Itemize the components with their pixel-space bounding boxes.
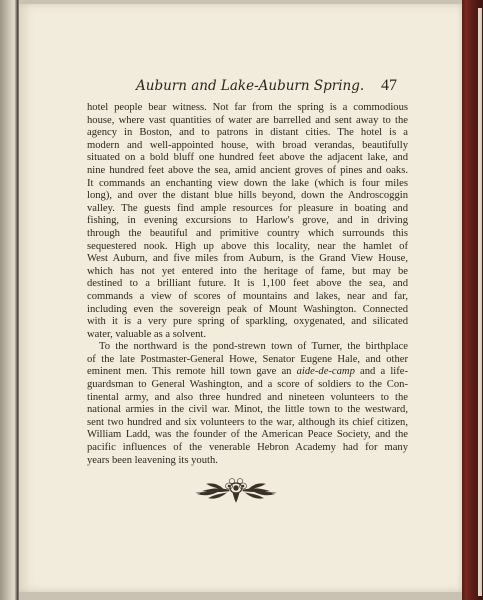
text-line: years been leavening its youth. xyxy=(87,454,218,466)
text-line: guardsman to General Washington, and a score of soldiers to the Con- xyxy=(87,379,408,391)
text-line: valley. The guests find ample resources for pleasure in boating and xyxy=(87,202,408,214)
text-line: To the northward is the pond-strewn town of Turner, the birthplace xyxy=(99,341,408,353)
text-line: long), and over the distant blue hills beyond, down the Androscoggin xyxy=(87,190,408,202)
text-line: William Ladd, was the founder of the American Peace Society, and the xyxy=(87,429,408,441)
text-line: commands a view of scores of mountains and lakes, near and far, xyxy=(87,290,408,302)
text-line: hotel people bear witness. Not far from the spring is a commodious xyxy=(87,102,408,113)
text-line: pacific influences of the venerable Hebron Academy had for many xyxy=(87,442,408,454)
facing-page-edge xyxy=(0,0,18,600)
text-line: which has not yet entered into the heritage of fame, but may be xyxy=(87,265,408,277)
text-line: of the late Postmaster-General Howe, Senator Eugene Hale, and other xyxy=(87,353,408,365)
book-page xyxy=(19,4,462,592)
text-line: house, where vast quantities of water are barrelled and sent away to the xyxy=(87,114,408,126)
text-line: fishing, in evening excursions to Harlow's grove, and in driving xyxy=(87,215,408,227)
text-line: West Auburn, and five miles from Auburn, is the Grand View House, xyxy=(87,253,408,265)
running-head: Auburn and Lake-Auburn Spring. xyxy=(136,78,365,94)
text-line: nine hundred feet above the sea, amid ancient groves of pines and oaks. xyxy=(87,164,408,176)
text-line: through the beautiful and primitive country which surrounds this xyxy=(87,227,408,239)
text-line: destined to a brilliant future. It is 1,100 feet above the sea, and xyxy=(87,278,408,290)
page-header xyxy=(19,78,462,98)
text-line: It commands an enchanting view down the lake (which is four miles xyxy=(87,177,408,189)
body-text xyxy=(87,102,408,467)
text-line: tinental army, and also three hundred and nineteen volunteers to the xyxy=(87,391,408,403)
text-line: sent two hundred and six volunteers to the war, although its chief citizen, xyxy=(87,416,408,428)
text-line: modern and well-appointed house, with broad verandas, beautifully xyxy=(87,139,408,151)
paragraph-1 xyxy=(87,102,408,341)
paragraph-2 xyxy=(87,341,408,467)
text-line: water, valuable as a solvent. xyxy=(87,328,207,340)
text-line: situated on a bold bluff one hundred feet above the adjacent lake, and xyxy=(87,152,408,164)
text-line: national armies in the civil war. Minot, the little town to the westward, xyxy=(87,404,408,416)
text-line: including even the sovereign peak of Mount Washington. Connected xyxy=(87,303,408,315)
text-line: agency in Boston, and to patrons in distant cities. The hotel is a xyxy=(87,127,408,139)
page-number: 47 xyxy=(381,77,397,94)
floral-tailpiece-ornament-icon xyxy=(193,476,279,504)
text-line: sequestered nook. High up above this locality, near the hamlet of xyxy=(87,240,408,252)
text-line: with it is a very pure spring of sparkling, oxygenated, and silicated xyxy=(87,316,408,328)
page-edge xyxy=(478,8,482,596)
text-line: eminent men. This remote hill town gave an aide-de-camp and a life- xyxy=(87,366,408,378)
